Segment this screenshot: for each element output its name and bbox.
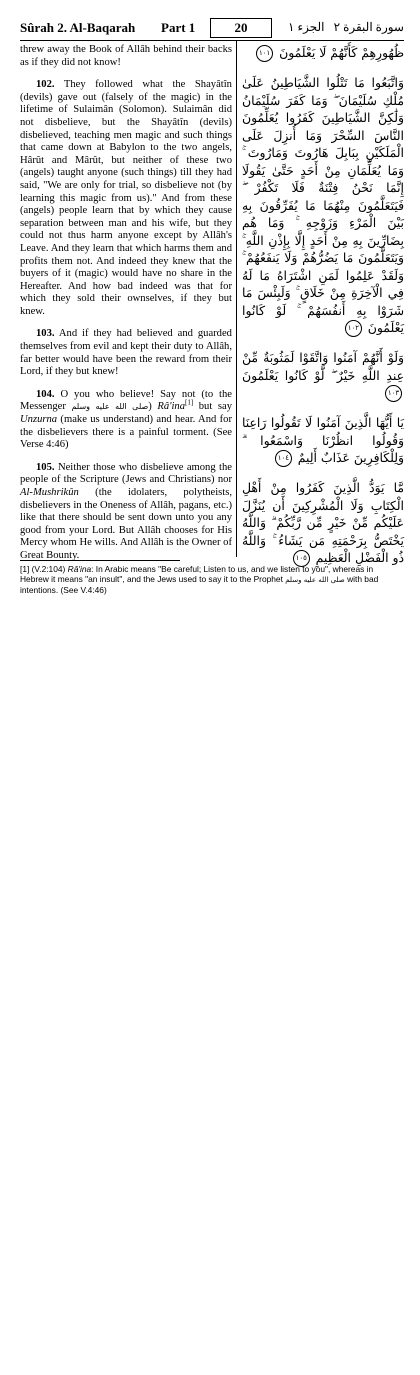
footnote: [1] (V.2:104) Râ'ina: In Arabic means "Be careful; Listen to us, and we listen to you", whereas in Hebrew it means "an insult", and the Jews used to say it to the Prophet صلى الله عليه وسلم with bad intentions. (See V.4:46) [20,564,379,595]
raina-term: Râ'ina [67,564,92,574]
arabic-verse-101-end: ظُهُورِهِمْ كَأَنَّهُمْ لَا يَعْلَمُونَ ١٠١ [242,44,404,62]
verse-102 [20,79,232,318]
page-header [20,18,404,40]
verse-101-continuation: threw away the Book of Allâh behind their backs as if they did not know! [20,44,232,68]
part-label-english: Part 1 [161,20,196,35]
mushrikun-term: Al-Mushrikûn [20,487,79,498]
raina-term: Râ'ina [157,401,185,413]
verse-number: 104. [36,388,55,400]
verse-text: And if they had believed and guarded themselves from evil and kept their duty to Allâh, far better would have been the reward from their Lord, if they but knew! [20,328,232,378]
verse-number: 103. [36,328,55,340]
surah-title-arabic: سورة البقرة ٢ [333,20,404,34]
arabic-text-column [242,44,404,579]
arabic-verse-105: مَّا يَوَدُّ الَّذِينَ كَفَرُوا مِنْ أَهْلِ الْكِتَابِ وَلَا الْمُشْرِكِينَ أَن يُنَزَّلَ عَلَيْكُم مِّنْ خَيْرٍ مِّن رَّبِّكُمْ ۗ وَاللَّهُ يَخْتَصُّ بِرَحْمَتِهِ مَن يَشَاءُ ۚ وَاللَّهُ ذُو الْفَضْلِ الْعَظِيمِ ١٠٥ [242,480,404,565]
surah-title-english: Sûrah 2. Al-Baqarah [20,20,136,35]
ayah-marker-icon: ١٠٤ [275,450,292,467]
verse-text: They followed what the Shayâtîn (devils) gave out (falsely of the magic) in the lifetime of Sulaimân (Solomon). Sulaimân did not disbelieve, but the Shayâtîn (devils) disbelieved, teaching men magic and such things that came down at Babylon to the two angels, Hârût and Mârût, but neither of these two (angels) taught anyone (such things) till they had said, "We are only for trial, so disbelieve not (by learning this magic from us)." And from these (angels) people learn that by which they cause separation between man and his wife, but they could not thus harm anyone except by Allâh's Leave. And they learn that which harms them and profits them not. And indeed they knew that the buyers of it (magic) would have no share in the Hereafter. And how bad indeed was that for which they sold their ownselves, if they but knew. [20,79,232,317]
header-divider [20,40,404,41]
verse-104: 104. O you who believe! Say not (to the Messenger صلى الله عليه وسلم) Râ'ina[1] but say Unzurna (make us understand) and hear. And for the disbelievers there is a painful torment. (See Verse 4:46) [20,388,233,451]
arabic-verse-104: يَا أَيُّهَا الَّذِينَ آمَنُوا لَا تَقُولُوا رَاعِنَا وَقُولُوا انظُرْنَا وَاسْمَعُوا ۗ وَلِلْكَافِرِينَ عَذَابٌ أَلِيمٌ ١٠٤ [242,415,404,465]
ayah-marker-icon: ١٠٢ [345,320,362,337]
footnote-divider [20,560,180,561]
verse-103 [20,328,232,378]
arabic-verse-103: وَلَوْ أَنَّهُمْ آمَنُوا وَاتَّقَوْا لَمَثُوبَةٌ مِّنْ عِندِ اللَّهِ خَيْرٌ ۖ لَّوْ كَانُوا يَعْلَمُونَ ١٠٣ [242,349,404,402]
verse-text: O you who believe! Say not (to the Messenger [20,388,233,413]
part-label-arabic: الجزء ١ [288,20,325,34]
english-translation-column [20,44,232,573]
ayah-marker-icon: ١٠٣ [385,385,402,402]
verse-number: 102. [36,79,55,91]
verse-105: 105. Neither those who disbelieve among the people of the Scripture (Jews and Christians) nor Al-Mushrikûn (the idolaters, polytheists, disbelievers in the Oneness of Allâh, pagans, etc.) like that there should be sent down unto you any good from your Lord. But Allâh chooses for His Mercy whom He wills. And Allâh is the Owner of Great Bounty. [20,461,232,561]
ayah-marker-icon: ١٠١ [256,45,273,62]
verse-number: 105. [36,461,55,473]
salawat-text: صلى الله عليه وسلم [285,576,345,584]
column-divider [236,41,237,557]
verse-text: Neither those who disbelieve among the people of the Scripture (Jews and Christians) nor [20,461,232,486]
salawat-text: صلى الله عليه وسلم [71,402,149,412]
unzurna-term: Unzurna [20,414,58,426]
footnote-reference: [1] [185,398,194,407]
ayah-marker-icon: ١٠٥ [293,550,310,567]
arabic-verse-102: وَاتَّبَعُوا مَا تَتْلُوا الشَّيَاطِينُ عَلَىٰ مُلْكِ سُلَيْمَانَ ۖ وَمَا كَفَرَ سُلَيْمَانُ وَلَٰكِنَّ الشَّيَاطِينَ كَفَرُوا يُعَلِّمُونَ النَّاسَ السِّحْرَ وَمَا أُنزِلَ عَلَى الْمَلَكَيْنِ بِبَابِلَ هَارُوتَ وَمَارُوتَ ۚ وَمَا يُعَلِّمَانِ مِنْ أَحَدٍ حَتَّىٰ يَقُولَا إِنَّمَا نَحْنُ فِتْنَةٌ فَلَا تَكْفُرْ ۖ فَيَتَعَلَّمُونَ مِنْهُمَا مَا يُفَرِّقُونَ بِهِ بَيْنَ الْمَرْءِ وَزَوْجِهِ ۚ وَمَا هُم بِضَارِّينَ بِهِ مِنْ أَحَدٍ إِلَّا بِإِذْنِ اللَّهِ ۚ وَيَتَعَلَّمُونَ مَا يَضُرُّهُمْ وَلَا يَنفَعُهُمْ ۚ وَلَقَدْ عَلِمُوا لَمَنِ اشْتَرَاهُ مَا لَهُ فِي الْآخِرَةِ مِنْ خَلَاقٍ ۚ وَلَبِئْسَ مَا شَرَوْا بِهِ أَنفُسَهُمْ ۚ لَوْ كَانُوا يَعْلَمُونَ ١٠٢ [242,75,404,335]
page-number: 20 [210,18,272,38]
footnote-marker: [1] [20,564,30,574]
